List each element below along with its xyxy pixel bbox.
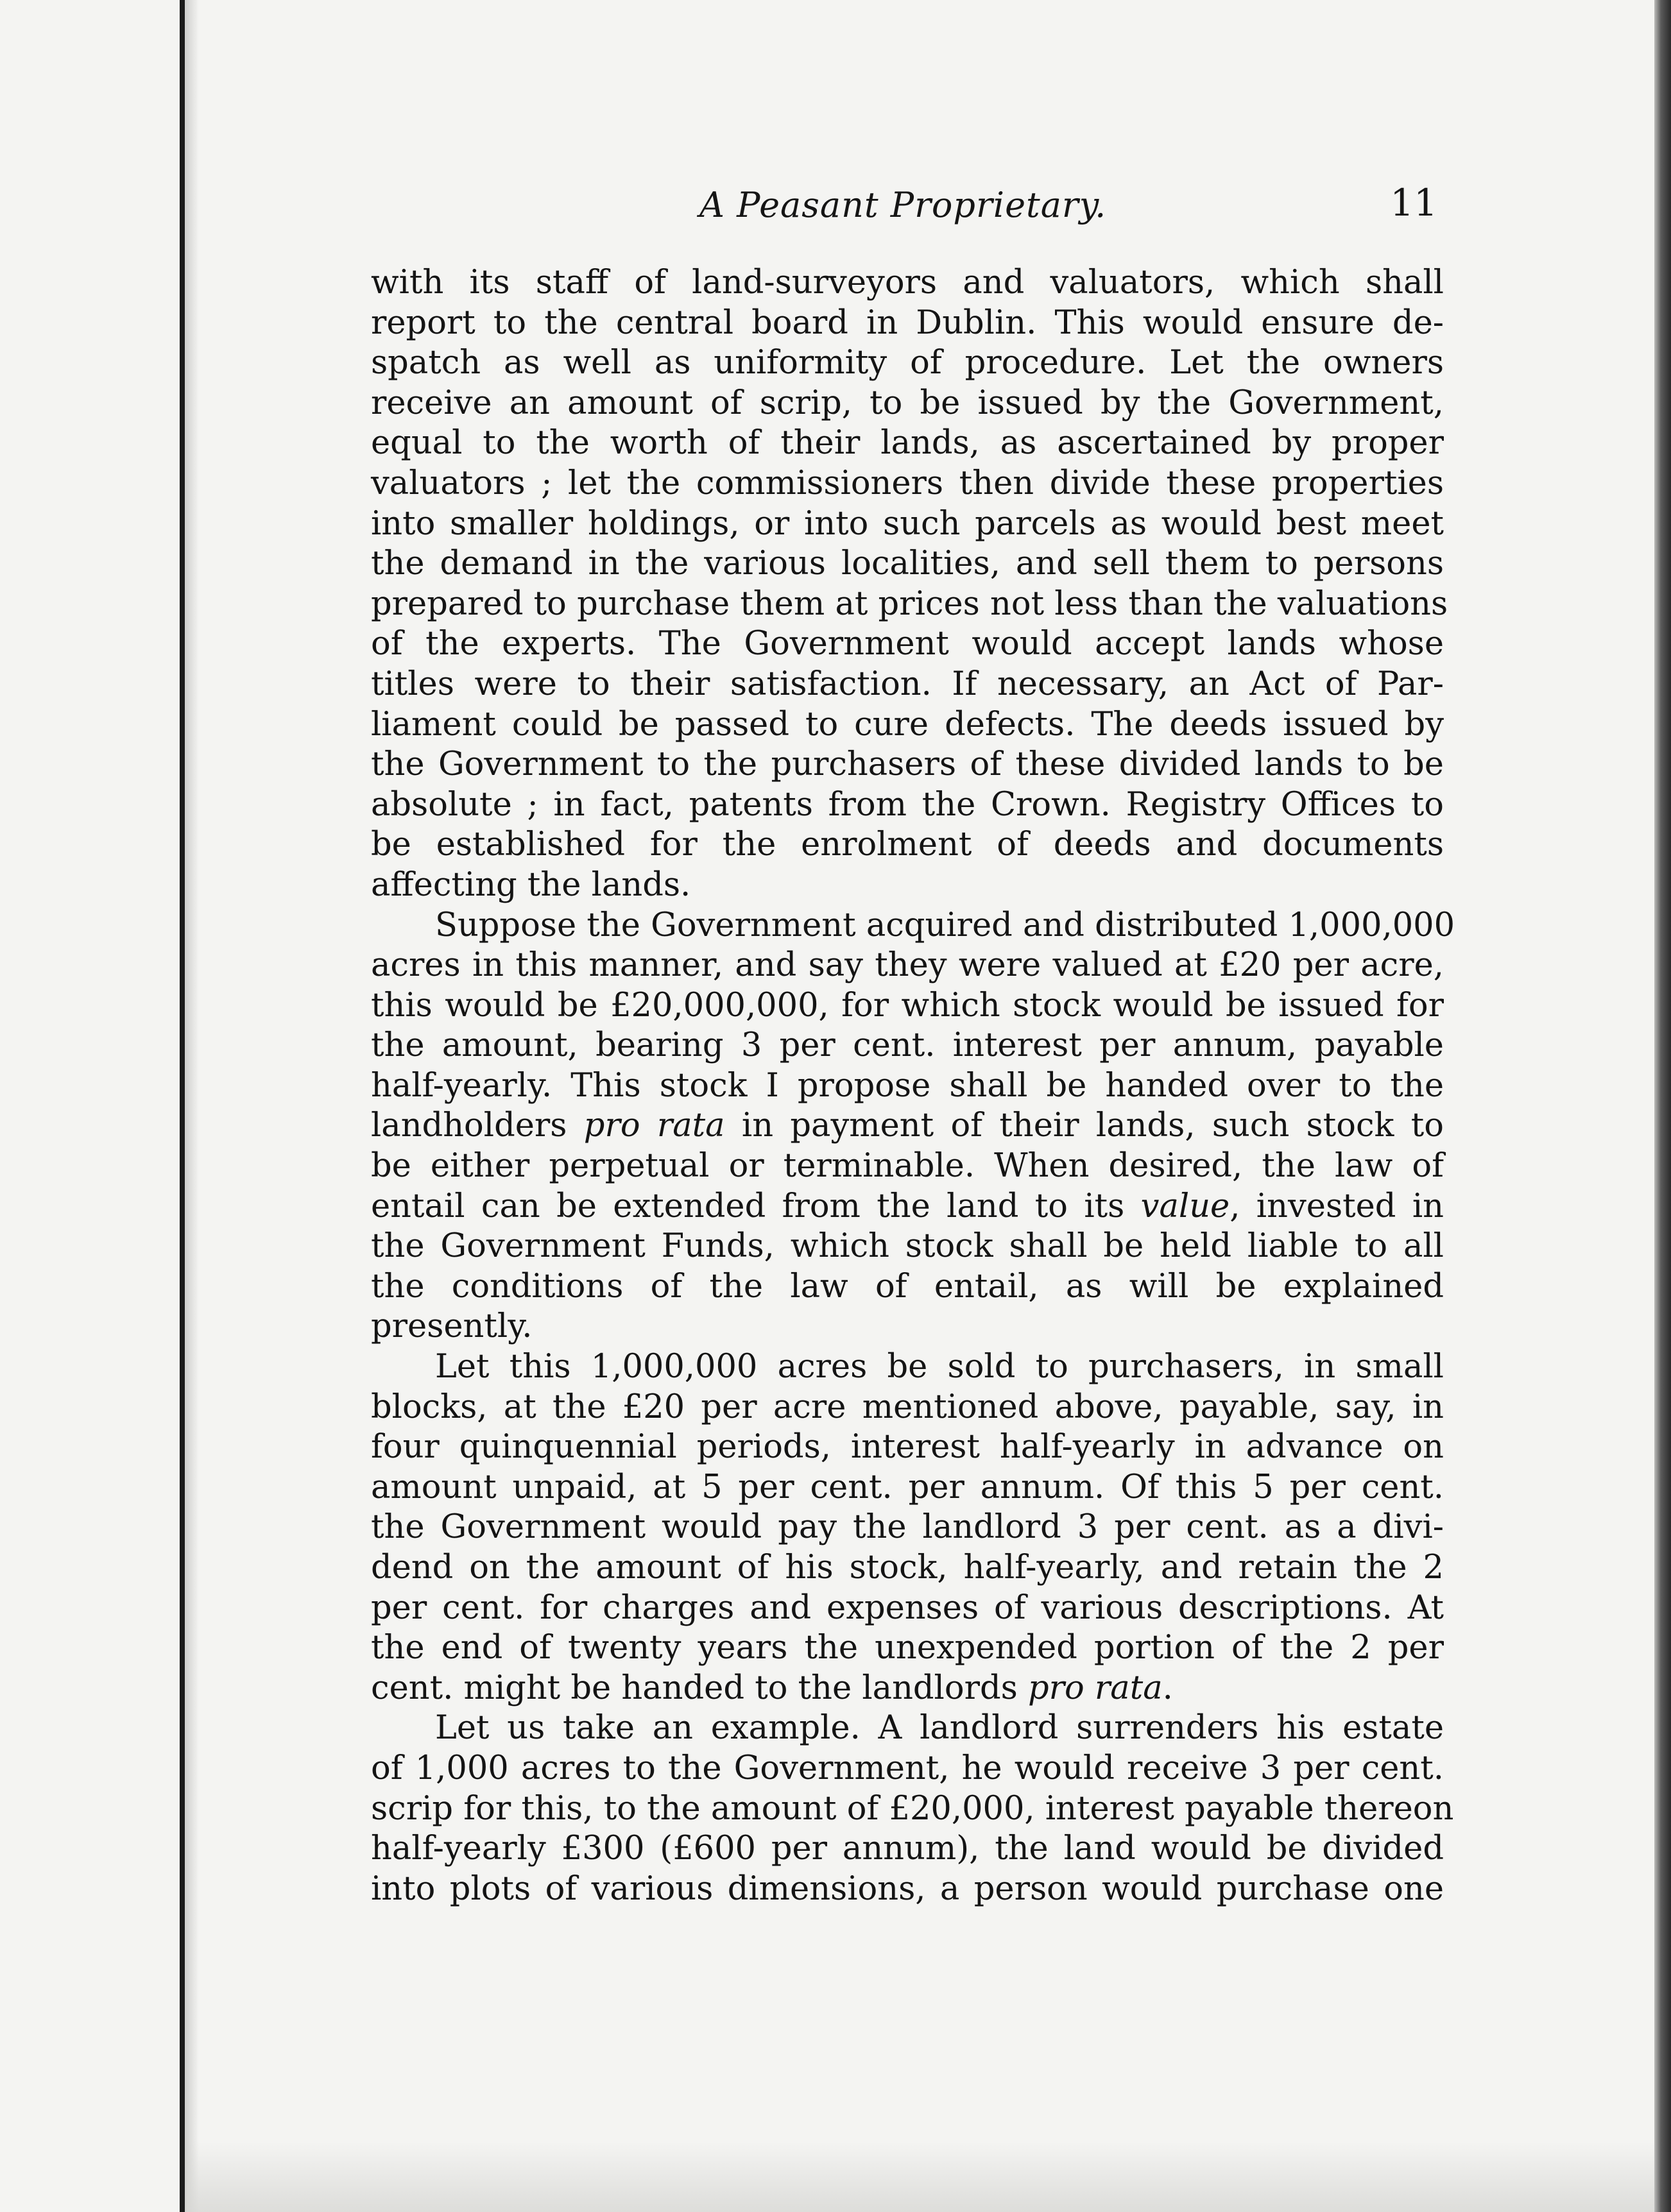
gutter-shadow	[185, 0, 199, 2212]
text-line: titles were to their satisfaction. If necessary, an Act of Par-	[371, 665, 1444, 703]
text-line: this would be £20,000,000, for which stock would be issued for	[371, 986, 1444, 1025]
text-line: spatch as well as uniformity of procedure. Let the owners	[371, 344, 1444, 382]
paragraph-3	[371, 1347, 1444, 1708]
text-line: into smaller holdings, or into such parcels as would best meet	[371, 504, 1444, 543]
text-line: liament could be passed to cure defects. The deeds issued by	[371, 705, 1444, 744]
text-line: the Government would pay the landlord 3 per cent. as a divi-	[371, 1508, 1444, 1547]
running-head	[699, 180, 1444, 237]
text-line: of 1,000 acres to the Government, he would receive 3 per cent.	[371, 1749, 1444, 1787]
text-line: prepared to purchase them at prices not less than the valuations	[371, 584, 1448, 623]
paragraph-4	[371, 1708, 1454, 1909]
page-number: 11	[1390, 181, 1437, 225]
text-line: valuators ; let the commissioners then divide these properties	[371, 464, 1444, 502]
text-line: half-yearly £300 (£600 per annum), the land would be divided	[371, 1830, 1444, 1868]
page-edge	[1654, 0, 1671, 2212]
body-text	[371, 263, 1455, 1909]
text-line: Suppose the Government acquired and distributed 1,000,000	[435, 906, 1455, 944]
text-line: absolute ; in fact, patents from the Crown. Registry Offices to	[371, 785, 1444, 824]
text-line: Let this 1,000,000 acres be sold to purchasers, in small	[435, 1348, 1444, 1386]
text-line: per cent. for charges and expenses of various descriptions. At	[371, 1588, 1444, 1627]
text-line: the end of twenty years the unexpended portion of the 2 per	[371, 1629, 1444, 1667]
text-line: be established for the enrolment of deeds and documents	[371, 826, 1444, 864]
text-line: be either perpetual or terminable. When desired, the law of	[371, 1147, 1444, 1186]
paragraph-2	[371, 906, 1455, 1348]
page-bottom-shade	[186, 2141, 1654, 2212]
text-line: landholders pro rata in payment of their lands, such stock to	[371, 1107, 1444, 1145]
text-line: cent. might be handed to the landlords pro rata.	[371, 1669, 1173, 1707]
text-line: the amount, bearing 3 per cent. interest per annum, payable	[371, 1026, 1444, 1065]
text-line: four quinquennial periods, interest half-yearly in advance on	[371, 1428, 1444, 1467]
binding-gutter	[180, 0, 185, 2212]
text-line: of the experts. The Government would accept lands whose	[371, 625, 1444, 663]
text-line: Let us take an example. A landlord surrenders his estate	[435, 1709, 1444, 1748]
running-head-title: A Peasant Proprietary.	[699, 185, 1107, 225]
text-line: scrip for this, to the amount of £20,000, interest payable thereon	[371, 1789, 1454, 1828]
text-line: the demand in the various localities, and sell them to persons	[371, 545, 1444, 583]
text-line: report to the central board in Dublin. This would ensure de-	[371, 303, 1444, 342]
paragraph-1	[371, 263, 1448, 906]
text-line: amount unpaid, at 5 per cent. per annum. Of this 5 per cent.	[371, 1468, 1444, 1506]
text-line: half-yearly. This stock I propose shall be handed over to the	[371, 1066, 1444, 1105]
text-line: the Government to the purchasers of these divided lands to be	[371, 745, 1444, 784]
text-line: receive an amount of scrip, to be issued by the Government,	[371, 384, 1444, 422]
text-line: equal to the worth of their lands, as ascertained by proper	[371, 424, 1444, 463]
text-line: the Government Funds, which stock shall be held liable to all	[371, 1227, 1444, 1266]
text-line: into plots of various dimensions, a person would purchase one	[371, 1869, 1444, 1908]
text-line: affecting the lands.	[371, 865, 691, 904]
text-line: blocks, at the £20 per acre mentioned above, payable, say, in	[371, 1388, 1444, 1426]
text-line: entail can be extended from the land to its value, invested in	[371, 1187, 1444, 1225]
text-line: with its staff of land-surveyors and valuators, which shall	[371, 264, 1444, 302]
text-line: acres in this manner, and say they were valued at £20 per acre,	[371, 946, 1444, 985]
text-line: presently.	[371, 1307, 533, 1346]
text-line: the conditions of the law of entail, as will be explained	[371, 1267, 1444, 1306]
text-line: dend on the amount of his stock, half-yearly, and retain the 2	[371, 1549, 1444, 1587]
